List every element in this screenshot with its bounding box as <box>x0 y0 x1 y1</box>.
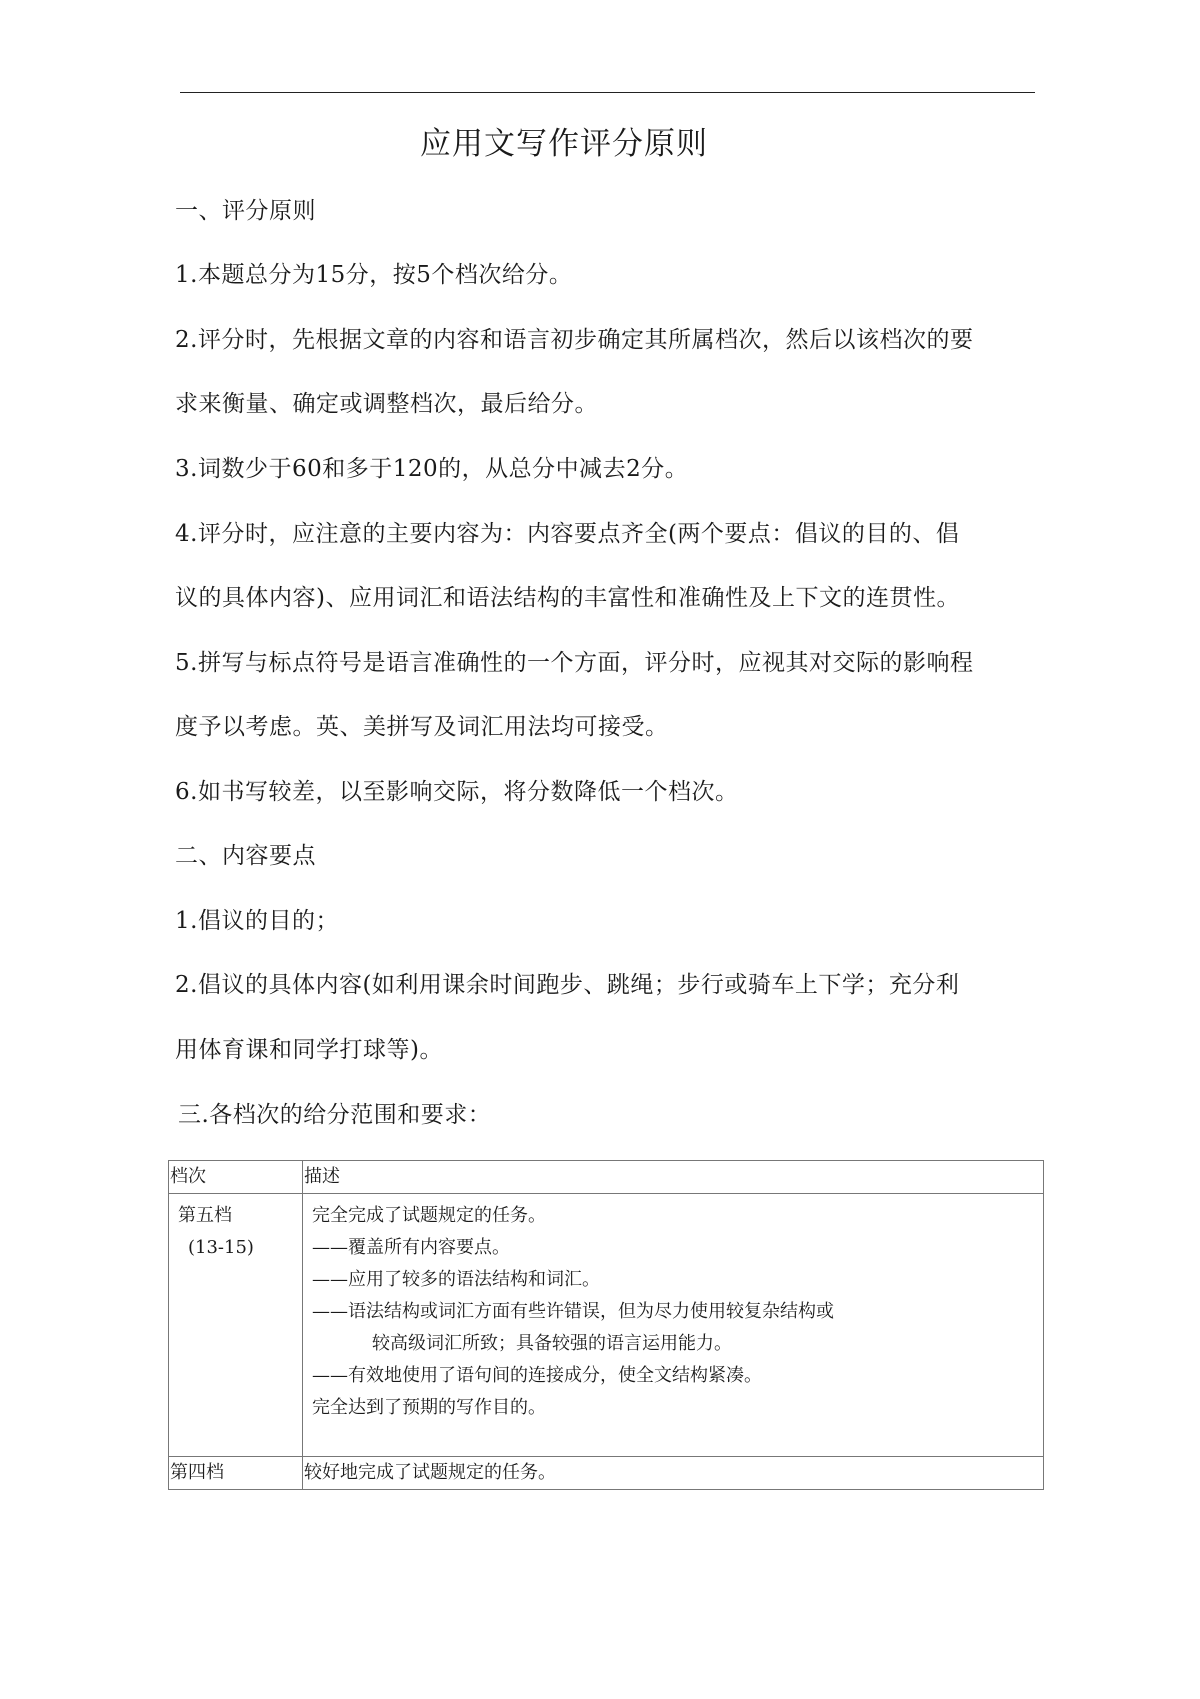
table-row <box>169 1457 1044 1490</box>
section2-heading: 二、内容要点 <box>175 843 316 869</box>
desc-line: ——语法结构或词汇方面有些许错误，但为尽力使用较复杂结构或 <box>312 1301 834 1322</box>
section1-item1: 1.本题总分为15分，按5个档次给分。 <box>175 262 573 288</box>
table-header-row <box>169 1161 1044 1194</box>
section1-item3: 3.词数少于60和多于120的，从总分中减去2分。 <box>175 456 689 482</box>
desc-line: ——应用了较多的语法结构和词汇。 <box>312 1269 600 1290</box>
document-title: 应用文写作评分原则 <box>420 126 708 162</box>
section2-item2-line1: 2.倡议的具体内容(如利用课余时间跑步、跳绳；步行或骑车上下学；充分利 <box>175 972 960 998</box>
level-name: 第五档 <box>178 1205 232 1226</box>
section2-item2-line2: 用体育课和同学打球等)。 <box>175 1037 443 1063</box>
desc-line: ——有效地使用了语句间的连接成分，使全文结构紧凑。 <box>312 1365 762 1386</box>
scoring-table <box>168 1160 1044 1490</box>
header-description: 描述 <box>303 1161 1044 1194</box>
section2-item1: 1.倡议的目的； <box>175 908 339 934</box>
section1-heading: 一、评分原则 <box>175 198 316 224</box>
level-cell <box>169 1194 303 1457</box>
section1-item2-line2: 求来衡量、确定或调整档次，最后给分。 <box>175 391 598 417</box>
section3-heading: 三.各档次的给分范围和要求： <box>178 1102 492 1128</box>
section1-item5-line1: 5.拼写与标点符号是语言准确性的一个方面，评分时，应视其对交际的影响程 <box>175 650 974 676</box>
desc-line: 完全完成了试题规定的任务。 <box>312 1205 546 1226</box>
top-rule <box>180 92 1035 93</box>
header-level: 档次 <box>169 1161 303 1194</box>
section1-item4-line1: 4.评分时，应注意的主要内容为：内容要点齐全(两个要点：倡议的目的、倡 <box>175 521 960 547</box>
description-cell: 较好地完成了试题规定的任务。 <box>303 1457 1044 1490</box>
desc-line: 较高级词汇所致；具备较强的语言运用能力。 <box>372 1333 732 1354</box>
section1-item5-line2: 度予以考虑。英、美拼写及词汇用法均可接受。 <box>175 714 669 740</box>
description-cell <box>303 1194 1044 1457</box>
desc-line: ——覆盖所有内容要点。 <box>312 1237 510 1258</box>
table-row <box>169 1194 1044 1457</box>
level-name: 第四档 <box>169 1457 303 1490</box>
section1-item6: 6.如书写较差，以至影响交际，将分数降低一个档次。 <box>175 779 739 805</box>
desc-line: 完全达到了预期的写作目的。 <box>312 1397 546 1418</box>
section1-item4-line2: 议的具体内容)、应用词汇和语法结构的丰富性和准确性及上下文的连贯性。 <box>175 585 960 611</box>
level-range: (13-15) <box>188 1237 254 1258</box>
section1-item2-line1: 2.评分时，先根据文章的内容和语言初步确定其所属档次，然后以该档次的要 <box>175 327 974 353</box>
